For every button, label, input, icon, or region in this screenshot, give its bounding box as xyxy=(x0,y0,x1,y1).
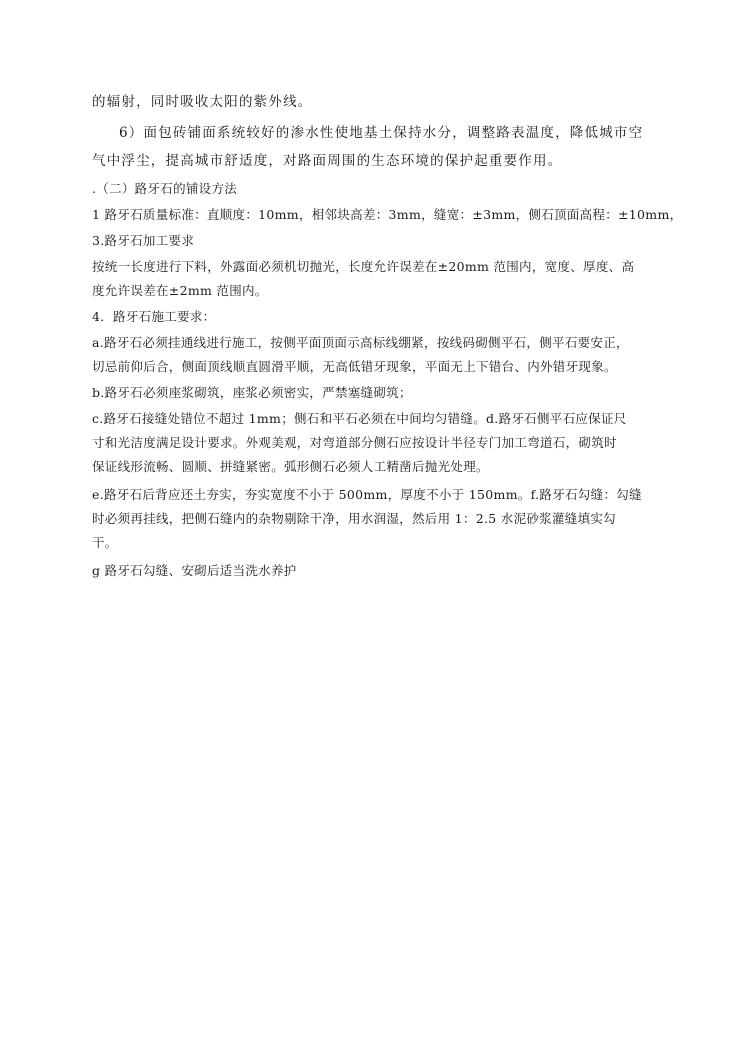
item-c-line-2: 寸和光洁度满足设计要求。外观美观，对弯道部分侧石应按设计半径专门加工弯道石，砌筑时 xyxy=(92,435,617,450)
item-e-line-1: e.路牙石后背应还土夯实，夯实宽度不小于 500mm，厚度不小于 150mm。f.路牙石勾缝：勾缝 xyxy=(92,487,642,502)
construction-heading: 4．路牙石施工要求： xyxy=(92,309,216,324)
item-c-line-1: c.路牙石接缝处错位不超过 1mm；侧石和平石必须在中间均匀错缝。d.路牙石侧平石应保证尺 xyxy=(92,411,627,426)
item-a-line-1: a.路牙石必须挂通线进行施工，按侧平面顶面示高标线绷紧，按线码砌侧平石，侧平石要安正， xyxy=(92,335,629,350)
processing-line-1: 按统一长度进行下料，外露面必须机切抛光，长度允许误差在±20mm 范围内，宽度、厚度、高 xyxy=(92,259,635,274)
processing-heading: 3.路牙石加工要求 xyxy=(92,233,195,248)
item-b-line: b.路牙石必须座浆砌筑，座浆必须密实，严禁塞缝砌筑； xyxy=(92,385,412,400)
paragraph-line-2: 6）面包砖铺面系统较好的渗水性使地基土保持水分，调整路表温度，降低城市空 xyxy=(119,125,644,141)
item-e-line-2: 时必须再挂线，把侧石缝内的杂物剔除干净，用水润湿，然后用 1：2.5 水泥砂浆灌缝填实勾 xyxy=(92,511,616,526)
item-c-line-3: 保证线形流畅、圆顺、拼缝紧密。弧形侧石必须人工精凿后抛光处理。 xyxy=(92,459,489,474)
processing-line-2: 度允许误差在±2mm 范围内。 xyxy=(92,283,268,298)
paragraph-line-3: 气中浮尘，提高城市舒适度，对路面周围的生态环境的保护起重要作用。 xyxy=(92,153,563,169)
item-e-line-3: 干。 xyxy=(92,535,118,550)
section-heading: .（二）路牙石的铺设方法 xyxy=(92,181,238,196)
paragraph-line-1: 的辐射，同时吸收太阳的紫外线。 xyxy=(92,94,313,110)
item-g-line: g 路牙石勾缝、安砌后适当洗水养护 xyxy=(92,563,297,578)
quality-standard-line: 1 路牙石质量标准：直顺度：10mm，相邻块高差：3mm，缝宽：±3mm，侧石顶面高程：±10mm， xyxy=(92,207,683,222)
item-a-line-2: 切忌前仰后合，侧面顶线顺直圆滑平顺，无高低错牙现象，平面无上下错台、内外错牙现象。 xyxy=(92,359,617,374)
